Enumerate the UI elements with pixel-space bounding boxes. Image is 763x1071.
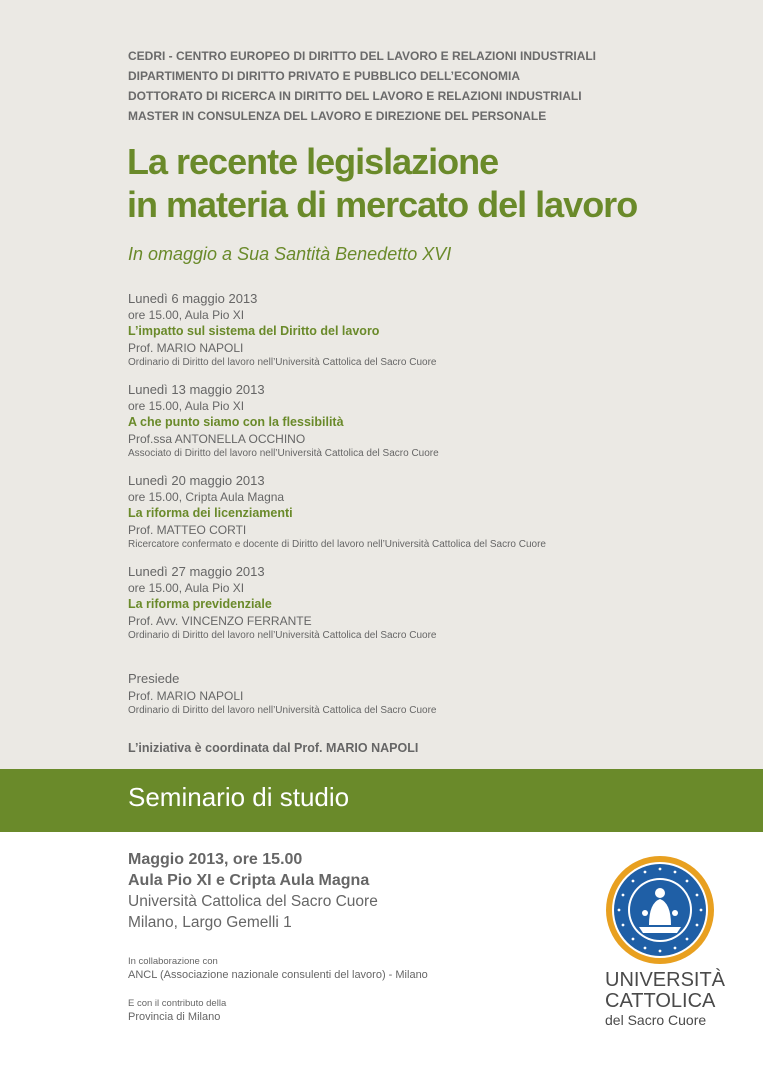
chair-block (128, 670, 436, 718)
session-topic: La riforma previdenziale (128, 597, 272, 611)
university-seal-icon (605, 855, 715, 965)
seminar-label: Seminario di studio (128, 782, 350, 812)
session-list (128, 290, 748, 654)
subtitle: In omaggio a Sua Santità Benedetto XVI (128, 244, 452, 264)
session-date: Lunedì 6 maggio 2013 (128, 291, 258, 306)
contribution-value: Provincia di Milano (128, 1011, 221, 1023)
event-where: Aula Pio XI e Cripta Aula Magna (128, 872, 370, 889)
session-role: Ordinario di Diritto del lavoro nell’Università Cattolica del Sacro Cuore (128, 630, 437, 641)
university-name-line-2: CATTOLICA (605, 990, 716, 1012)
title-line-2: in materia di mercato del lavoro (127, 184, 638, 225)
session-item (128, 381, 748, 472)
session-time: ore 15.00, Cripta Aula Magna (128, 490, 285, 504)
session-item (128, 290, 748, 381)
collaboration-label: In collaborazione con (128, 956, 218, 967)
session-speaker: Prof.ssa ANTONELLA OCCHINO (128, 432, 306, 446)
contribution-label: E con il contributo della (128, 998, 227, 1009)
event-info (128, 849, 378, 933)
session-time: ore 15.00, Aula Pio XI (128, 399, 245, 413)
chair-role: Ordinario di Diritto del lavoro nell’Università Cattolica del Sacro Cuore (128, 705, 437, 716)
session-item (128, 472, 748, 563)
chair-speaker: Prof. MARIO NAPOLI (128, 689, 244, 703)
institution-line: DIPARTIMENTO DI DIRITTO PRIVATO E PUBBLICO DELL’ECONOMIA (128, 69, 521, 83)
institution-header (128, 46, 596, 126)
collaboration-block (128, 955, 428, 983)
contribution-block (128, 997, 226, 1025)
session-topic: A che punto siamo con la flessibilità (128, 415, 344, 429)
coordination-note: L’iniziativa è coordinata dal Prof. MARIO NAPOLI (128, 741, 419, 755)
university-logotype (605, 969, 726, 1028)
session-date: Lunedì 20 maggio 2013 (128, 473, 265, 488)
session-speaker: Prof. MARIO NAPOLI (128, 341, 244, 355)
session-role: Associato di Diritto del lavoro nell’Università Cattolica del Sacro Cuore (128, 448, 439, 459)
event-venue: Università Cattolica del Sacro Cuore (128, 893, 378, 910)
session-item (128, 563, 748, 654)
session-role: Ordinario di Diritto del lavoro nell’Università Cattolica del Sacro Cuore (128, 357, 437, 368)
session-role: Ricercatore confermato e docente di Diritto del lavoro nell’Università Cattolica del Sacro Cuore (128, 539, 546, 550)
session-date: Lunedì 27 maggio 2013 (128, 564, 265, 579)
session-topic: L’impatto sul sistema del Diritto del lavoro (128, 324, 380, 338)
institution-line: MASTER IN CONSULENZA DEL LAVORO E DIREZIONE DEL PERSONALE (128, 109, 547, 123)
session-topic: La riforma dei licenziamenti (128, 506, 293, 520)
event-when: Maggio 2013, ore 15.00 (128, 851, 303, 868)
session-time: ore 15.00, Aula Pio XI (128, 308, 245, 322)
event-address: Milano, Largo Gemelli 1 (128, 914, 292, 931)
university-name-line-3: del Sacro Cuore (605, 1012, 707, 1028)
collaboration-value: ANCL (Associazione nazionale consulenti del lavoro) - Milano (128, 969, 428, 981)
session-time: ore 15.00, Aula Pio XI (128, 581, 245, 595)
seminar-band (0, 769, 763, 832)
university-name-line-1: UNIVERSITÀ (605, 969, 726, 991)
session-speaker: Prof. MATTEO CORTI (128, 523, 247, 537)
institution-line: DOTTORATO DI RICERCA IN DIRITTO DEL LAVORO E RELAZIONI INDUSTRIALI (128, 89, 582, 103)
page-title (127, 140, 637, 226)
institution-line: CEDRI - CENTRO EUROPEO DI DIRITTO DEL LAVORO E RELAZIONI INDUSTRIALI (128, 49, 597, 63)
title-line-1: La recente legislazione (127, 141, 499, 182)
session-date: Lunedì 13 maggio 2013 (128, 382, 265, 397)
session-speaker: Prof. Avv. VINCENZO FERRANTE (128, 614, 312, 628)
chair-label: Presiede (128, 671, 180, 686)
